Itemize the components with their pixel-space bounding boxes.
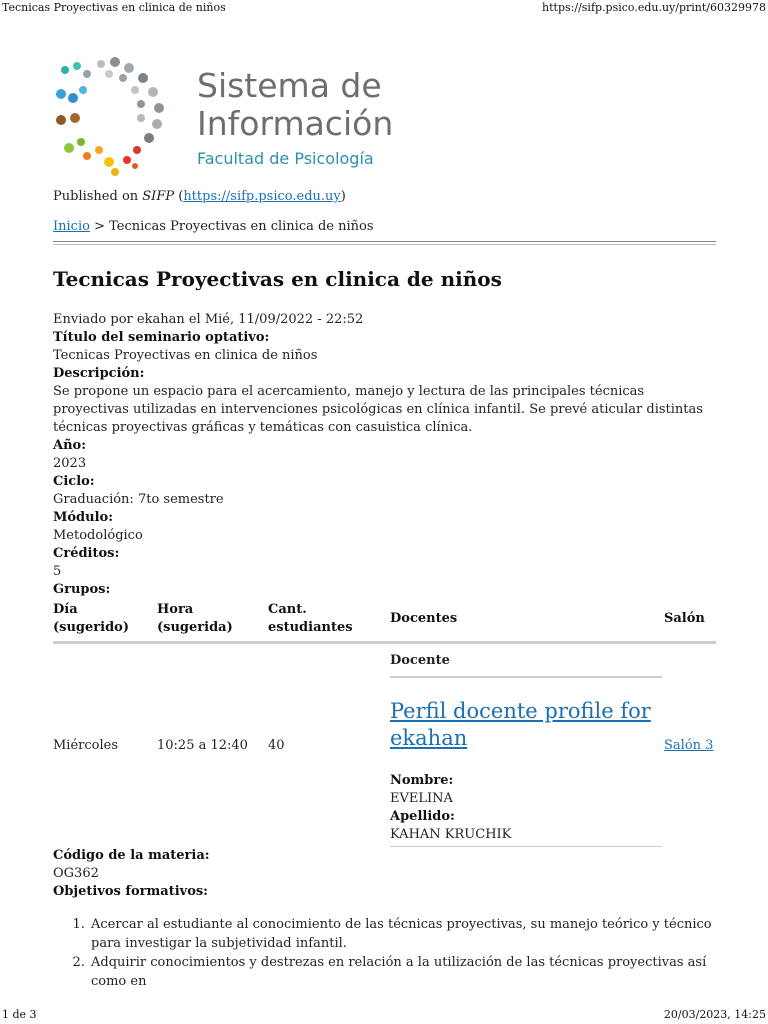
print-url: https://sifp.psico.edu.uy/print/60329978 [542,1,766,14]
cell-docentes [390,643,664,848]
breadcrumb-separator: > [89,219,110,234]
grupos-table [53,601,716,847]
col-hora-line2: (sugerida) [157,620,233,635]
list-item: 1. Acercar al estudiante al conocimiento de las técnicas proyectivas, su manejo teórico y técnico para investigar la subjetividad infantil. [89,915,716,953]
list-item: 2. Adquirir conocimientos y destrezas en relación a la utilización de las técnicas proyectivas así como en [89,953,716,991]
page-title: Tecnicas Proyectivas en clinica de niños [53,267,502,291]
titulo-value: Tecnicas Proyectivas en clinica de niños [53,348,318,363]
col-docentes: Docentes [390,601,664,643]
grupos-label: Grupos: [53,582,111,597]
col-dia-line1: Día [53,602,78,617]
nombre-value: EVELINA [390,791,453,806]
node-fields [53,311,716,991]
site-url-link[interactable]: https://sifp.psico.edu.uy [183,189,341,204]
print-title: Tecnicas Proyectivas en clinica de niños [2,1,226,14]
print-datetime: 20/03/2023, 14:25 [663,1008,766,1021]
page-content [53,52,716,991]
print-header [0,0,768,18]
creditos-label: Créditos: [53,546,120,561]
breadcrumb-home-link[interactable]: Inicio [53,219,90,234]
table-row [53,643,716,848]
apellido-label: Apellido: [390,809,455,824]
docente-details [390,752,662,847]
nombre-label: Nombre: [390,773,454,788]
col-dia-line2: (sugerido) [53,620,129,635]
page-number: 1 de 3 [2,1008,37,1021]
divider [53,241,716,245]
site-logo[interactable] [53,52,716,182]
published-site: SIFP [142,189,175,204]
col-salon: Salón [664,601,716,643]
anio-label: Año: [53,438,87,453]
docente-header: Docente [390,648,662,678]
submitted-info: Enviado por ekahan el Mié, 11/09/2022 - 22:52 [53,312,364,327]
codigo-value: OG362 [53,866,99,881]
published-open: ( [174,189,184,204]
docente-block [390,648,662,847]
cell-cant: 40 [268,737,285,753]
col-cant-line1: Cant. [268,602,307,617]
creditos-value: 5 [53,564,62,579]
col-hora-line1: Hora [157,602,194,617]
ciclo-value: Graduación: 7to semestre [53,492,224,507]
logo-line-2: Información [197,103,394,143]
col-cant [268,601,390,643]
descripcion-label: Descripción: [53,366,145,381]
breadcrumb [53,219,716,234]
published-prefix: Published on [53,189,143,204]
titulo-label: Título del seminario optativo: [53,330,270,345]
breadcrumb-current: Tecnicas Proyectivas en clinica de niños [109,219,374,234]
logo-dots-icon [53,52,183,182]
cell-hora: 10:25 a 12:40 [157,737,248,753]
published-on [53,189,716,204]
perfil-docente-link[interactable]: Perfil docente profile for ekahan [390,699,651,750]
col-cant-line2: estudiantes [268,620,353,635]
objetivos-label: Objetivos formativos: [53,884,208,899]
logo-line-1: Sistema de [197,65,382,105]
logo-subtitle: Facultad de Psicología [197,148,374,168]
cell-dia: Miércoles [53,737,119,753]
ciclo-label: Ciclo: [53,474,95,489]
print-footer [0,1006,768,1024]
cell-salon [664,643,716,848]
anio-value: 2023 [53,456,87,471]
descripcion-value: Se propone un espacio para el acercamiento, manejo y lectura de las principales técnicas proyectivas utilizadas en intervenciones psicológicas en clínica infantil. Se prevé aticular distintas técnicas proyectivas gráficas y temáticas con casuistica clínica. [53,384,703,435]
objetivos-list [53,915,716,991]
col-dia [53,601,157,643]
logo-text [197,67,393,168]
codigo-label: Código de la materia: [53,848,210,863]
modulo-value: Metodológico [53,528,143,543]
salon-link[interactable]: Salón 3 [664,737,714,753]
col-hora [157,601,268,643]
apellido-value: KAHAN KRUCHIK [390,827,512,842]
modulo-label: Módulo: [53,510,114,525]
grupos-header-row [53,601,716,643]
published-close: ) [340,189,346,204]
